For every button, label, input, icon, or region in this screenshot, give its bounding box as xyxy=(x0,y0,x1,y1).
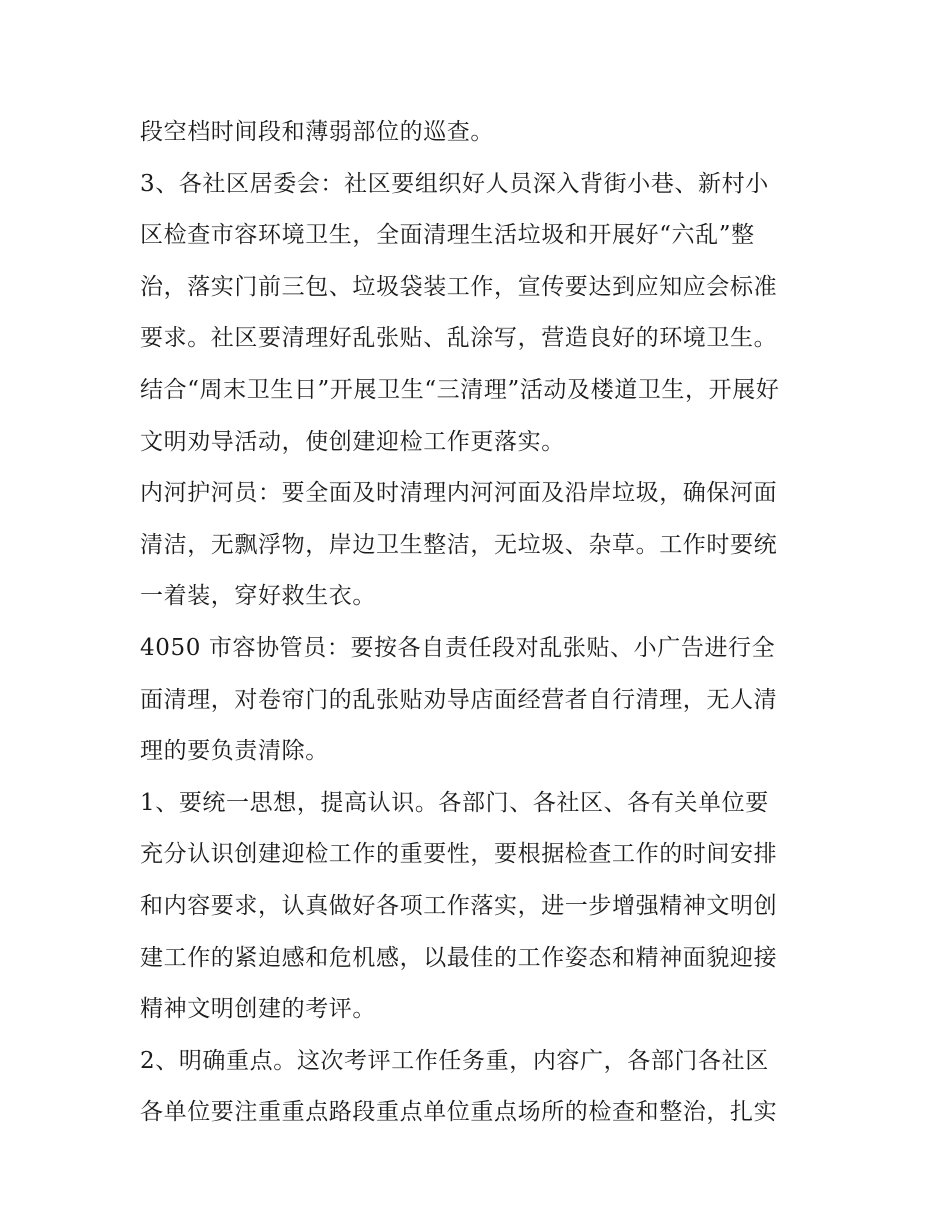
text-line: 和内容要求，认真做好各项工作落实，进一步增强精神文明创 xyxy=(140,892,778,919)
document-body xyxy=(140,107,820,1139)
text-line: 建工作的紧迫感和危机感，以最佳的工作姿态和精神面貌迎接 xyxy=(140,944,778,971)
text-line: 1、要统一思想，提高认识。各部门、各社区、各有关单位要 xyxy=(140,789,769,816)
text-line: 段空档时间段和薄弱部位的巡查。 xyxy=(140,119,494,145)
text-line: 4050 市容协管员：要按各自责任段对乱张贴、小广告进行全 xyxy=(140,634,776,661)
text-line: 精神文明创建的考评。 xyxy=(140,996,376,1023)
text-line: 理的要负责清除。 xyxy=(140,738,329,765)
text-line: 充分认识创建迎检工作的重要性，要根据检查工作的时间安排 xyxy=(140,841,778,868)
text-line: 面清理，对卷帘门的乱张贴劝导店面经营者自行清理，无人清 xyxy=(140,686,778,713)
text-line: 各单位要注重重点路段重点单位重点场所的检查和整治，扎实 xyxy=(140,1099,778,1126)
text-line: 文明劝导活动，使创建迎检工作更落实。 xyxy=(140,428,565,455)
text-line: 内河护河员：要全面及时清理内河河面及沿岸垃圾，确保河面 xyxy=(140,480,778,507)
text-line: 一着装，穿好救生衣。 xyxy=(140,583,376,610)
text-line: 结合“周末卫生日”开展卫生“三清理”活动及楼道卫生，开展好 xyxy=(140,376,780,403)
text-line: 3、各社区居委会：社区要组织好人员深入背街小巷、新村小 xyxy=(140,170,769,197)
text-line: 区检查市容环境卫生，全面清理生活垃圾和开展好“六乱”整 xyxy=(140,222,755,249)
text-line: 要求。社区要清理好乱张贴、乱涂写，营造良好的环境卫生。 xyxy=(140,325,778,352)
text-line: 清洁，无飘浮物，岸边卫生整洁，无垃圾、杂草。工作时要统 xyxy=(140,531,778,558)
text-line: 2、明确重点。这次考评工作任务重，内容广，各部门各社区 xyxy=(140,1047,769,1074)
text-line: 治，落实门前三包、垃圾袋装工作，宣传要达到应知应会标准 xyxy=(140,273,778,300)
